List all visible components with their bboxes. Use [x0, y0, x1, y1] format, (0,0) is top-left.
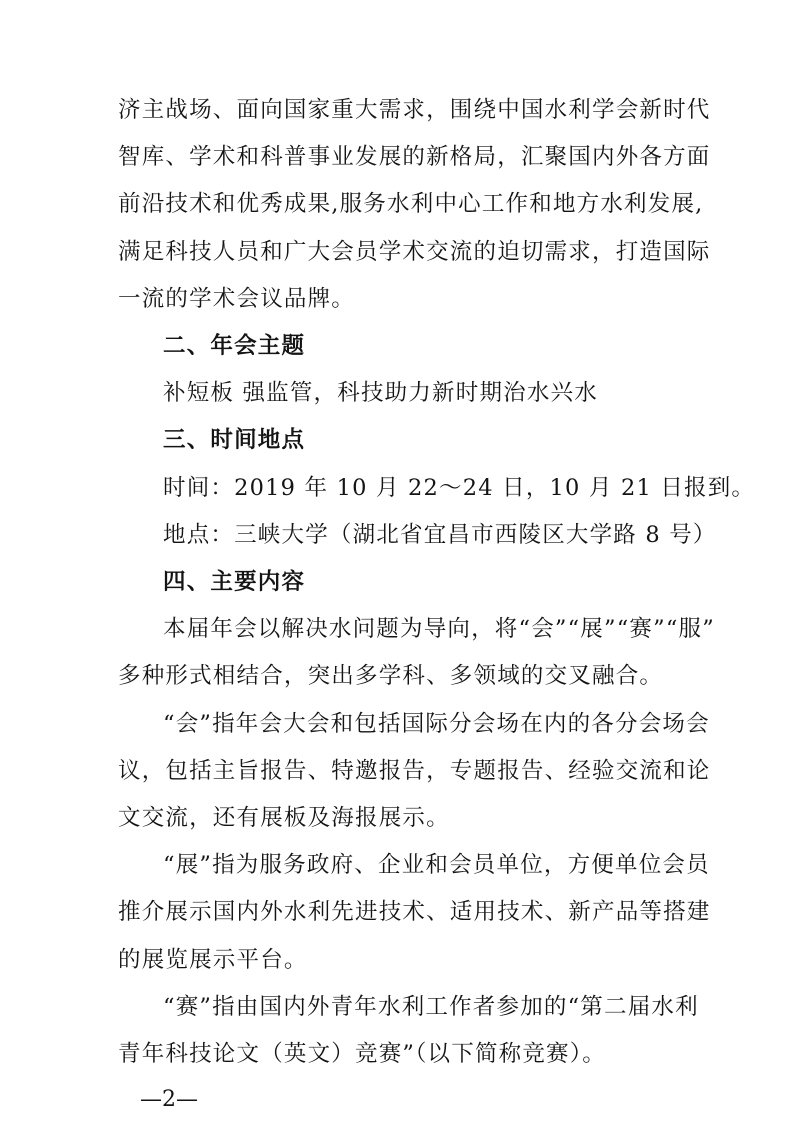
theme-text: 补短板 强监管，科技助力新时期治水兴水 [163, 380, 598, 407]
body-line: 多种形式相结合，突出多学科、多领域的交叉融合。 [118, 663, 664, 690]
body-line: “展”指为服务政府、企业和会员单位，方便单位会员 [163, 852, 710, 879]
body-line: 前沿技术和优秀成果,服务水利中心工作和地方水利发展, [118, 191, 704, 218]
time-text: 时间：2019 年 10 月 22～24 日，10 月 21 日报到。 [163, 474, 756, 501]
body-line: “赛”指由国内外青年水利工作者参加的“第二届水利 [163, 993, 699, 1020]
section-heading-content: 四、主要内容 [163, 569, 306, 595]
body-line: 满足科技人员和广大会员学术交流的迫切需求，打造国际 [118, 238, 711, 265]
body-line: 推介展示国内外水利先进技术、适用技术、新产品等搭建 [118, 899, 711, 926]
body-line: 文交流，还有展板及海报展示。 [118, 805, 450, 831]
place-text: 地点：三峡大学（湖北省宜昌市西陵区大学路 8 号） [163, 521, 717, 548]
section-heading-time-place: 三、时间地点 [163, 427, 306, 454]
body-line: 议，包括主旨报告、特邀报告，专题报告、经验交流和论 [118, 757, 711, 784]
section-heading-theme: 二、年会主题 [163, 333, 306, 359]
body-line: “会”指年会大会和包括国际分会场在内的各分会场会 [163, 710, 710, 737]
page-number: —2— [140, 1087, 198, 1112]
body-line: 济主战场、面向国家重大需求，围绕中国水利学会新时代 [118, 97, 711, 123]
body-line: 的展览展示平台。 [118, 946, 308, 973]
body-line: 一流的学术会议品牌。 [118, 285, 356, 312]
body-line: 本届年会以解决水问题为导向，将“会”“展”“赛”“服” [163, 616, 715, 643]
body-line: 青年科技论文（英文）竞赛”（以下简称竞赛）。 [118, 1041, 606, 1067]
body-line: 智库、学术和科普事业发展的新格局，汇聚国内外各方面 [118, 144, 711, 171]
